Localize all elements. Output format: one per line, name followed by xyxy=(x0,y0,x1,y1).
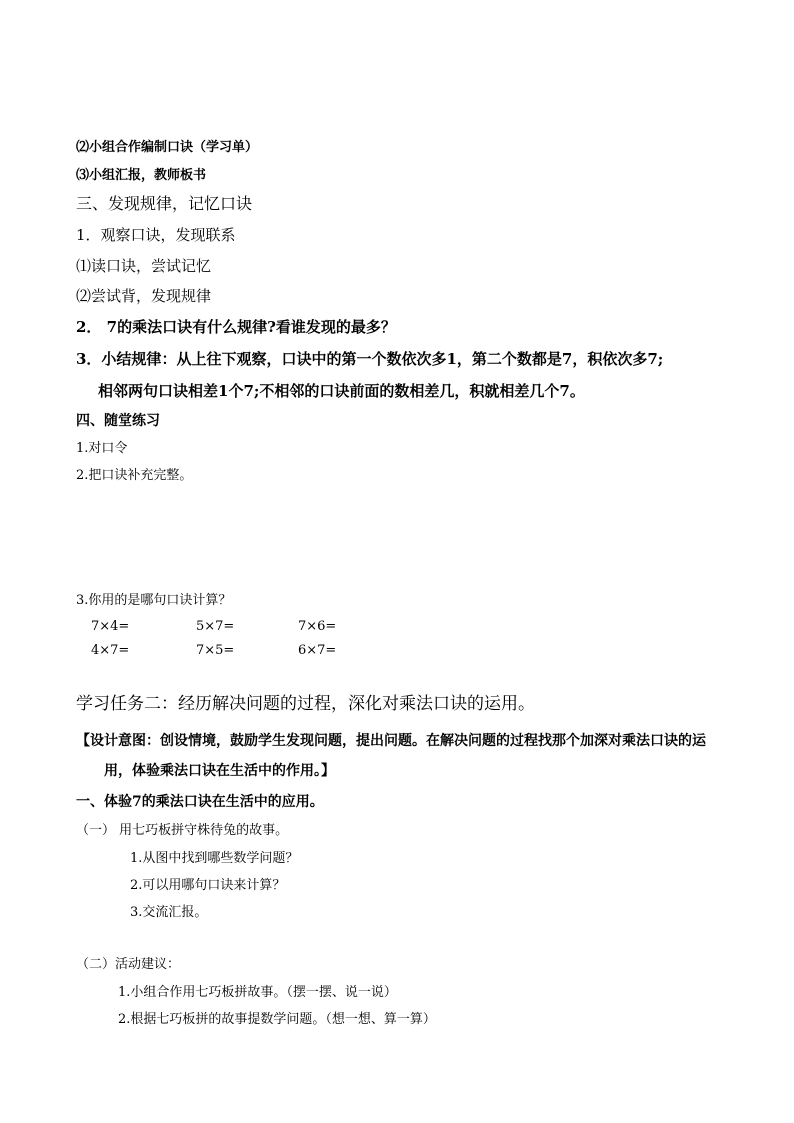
step-2-group-compile: ⑵小组合作编制口诀（学习单） xyxy=(76,140,259,155)
item-1-2-recite: ⑵尝试背，发现规律 xyxy=(76,287,212,305)
subsection-1: （一） 用七巧板拼守株待兔的故事。 xyxy=(76,823,289,838)
section-3-heading: 三、发现规律，记忆口诀 xyxy=(76,194,253,213)
step-3-group-report: ⑶小组汇报，教师板书 xyxy=(76,168,207,183)
item-3-summary: 3．小结规律：从上往下观察，口诀中的第一个数依次多1，第二个数都是7，积依次多7; xyxy=(76,350,664,368)
subsection-1-item-3: 3.交流汇报。 xyxy=(130,905,208,920)
section-1-heading: 一、体验7的乘法口诀在生活中的应用。 xyxy=(76,794,324,810)
item-1-observe: 1．观察口诀，发现联系 xyxy=(76,226,236,244)
task-2-heading: 学习任务二：经历解决问题的过程，深化对乘法口诀的运用。 xyxy=(76,694,535,714)
design-intent: 【设计意图：创设情境，鼓励学生发现问题，提出问题。在解决问题的过程找那个加深对乘法口诀的运 xyxy=(76,733,706,749)
exercise-cell: 7×5= xyxy=(196,643,235,658)
item-1-1-read: ⑴读口诀，尝试记忆 xyxy=(76,257,212,275)
exercise-cell: 7×6= xyxy=(298,619,337,634)
subsection-2-item-2: 2.根据七巧板拼的故事提数学问题。（想一想、算一算） xyxy=(118,1012,436,1027)
exercise-cell: 4×7= xyxy=(91,643,130,658)
practice-1: 1.对口令 xyxy=(76,441,128,456)
exercise-cell: 7×4= xyxy=(91,619,130,634)
section-4-heading: 四、随堂练习 xyxy=(76,413,160,429)
subsection-1-item-1: 1.从图中找到哪些数学问题？ xyxy=(130,851,299,866)
item-2-question: 2． 7的乘法口诀有什么规律?看谁发现的最多？ xyxy=(76,318,396,336)
subsection-2: （二）活动建议： xyxy=(76,957,181,972)
exercise-cell: 5×7= xyxy=(196,619,235,634)
item-3-summary-cont: 相邻两句口诀相差1个7;不相邻的口诀前面的数相差几，积就相差几个7。 xyxy=(98,382,585,400)
practice-3: 3.你用的是哪句口诀计算？ xyxy=(76,593,232,608)
design-intent-cont: 用，体验乘法口诀在生活中的作用。】 xyxy=(104,763,335,779)
exercise-cell: 6×7= xyxy=(298,643,337,658)
subsection-2-item-1: 1.小组合作用七巧板拼故事。（摆一摆、说一说） xyxy=(118,985,397,1000)
subsection-1-item-2: 2.可以用哪句口诀来计算？ xyxy=(130,878,286,893)
practice-2: 2.把口诀补充完整。 xyxy=(76,468,193,483)
